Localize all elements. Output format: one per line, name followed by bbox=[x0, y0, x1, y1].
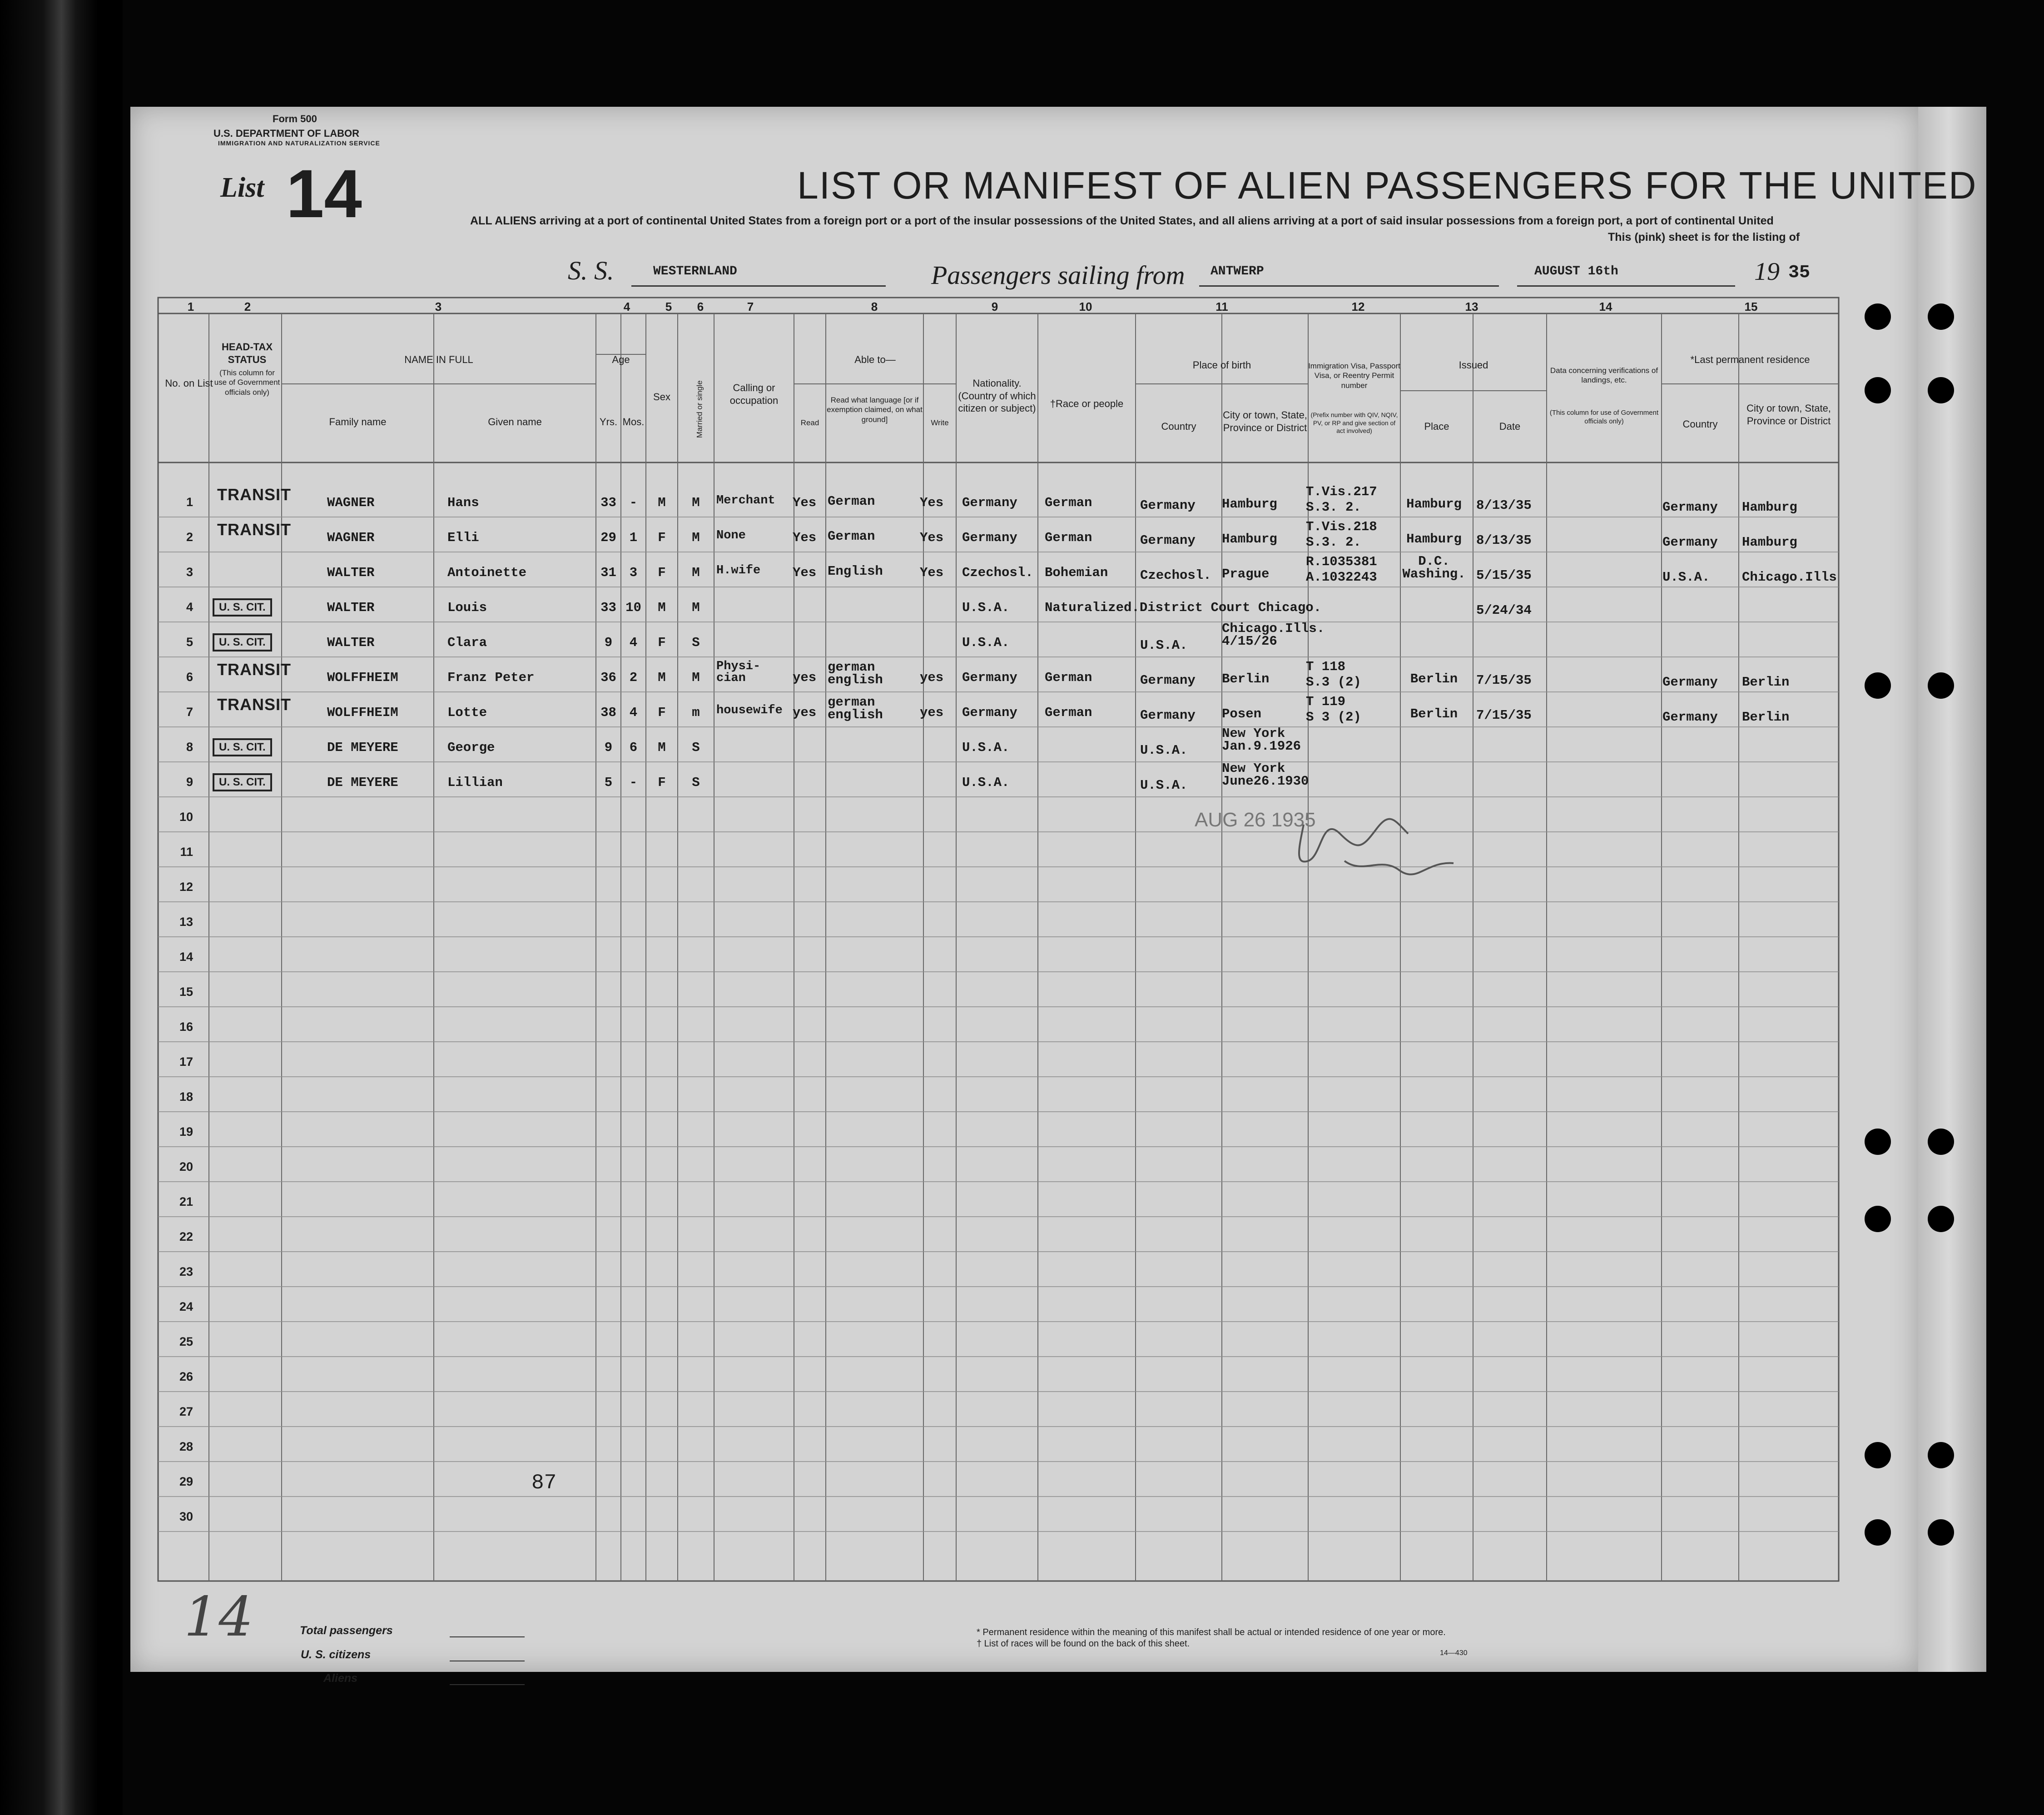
header-able-to: Able to— bbox=[854, 354, 896, 365]
sex: M bbox=[658, 600, 666, 615]
birth-city: Hamburg bbox=[1222, 497, 1277, 512]
given-name: George bbox=[447, 740, 495, 755]
transit-stamp: TRANSIT bbox=[217, 485, 291, 504]
issued-place: D.C. Washing. bbox=[1402, 554, 1466, 582]
header-nationality: Nationality. (Country of which citizen or subject) bbox=[958, 378, 1036, 414]
inspector-signature bbox=[1290, 806, 1481, 879]
age-months: 2 bbox=[629, 670, 638, 685]
age-months: 1 bbox=[629, 530, 638, 545]
given-name: Clara bbox=[447, 635, 487, 650]
col-number: 2 bbox=[244, 300, 251, 313]
visa-section: S.3. 2. bbox=[1306, 535, 1361, 550]
header-name-in-full: NAME IN FULL bbox=[404, 354, 473, 365]
year-written: 35 bbox=[1788, 263, 1811, 283]
us-citizen-stamp: U. S. CIT. bbox=[213, 773, 272, 791]
col-number: 10 bbox=[1079, 300, 1092, 313]
col-number: 6 bbox=[697, 300, 704, 313]
birth-country: Germany bbox=[1140, 533, 1196, 548]
header-last-residence: *Last permanent residence bbox=[1690, 354, 1810, 365]
family-name: DE MEYERE bbox=[327, 740, 398, 755]
family-name: WOLFFHEIM bbox=[327, 670, 398, 685]
ss-label: S. S. bbox=[568, 256, 614, 285]
binder-hole bbox=[1865, 1442, 1891, 1468]
nationality: Germany bbox=[962, 495, 1017, 510]
residence-city: Berlin bbox=[1742, 675, 1790, 690]
row-number: 2 bbox=[186, 530, 193, 544]
col-number: 7 bbox=[747, 300, 754, 313]
sailing-label: Passengers sailing from bbox=[931, 260, 1185, 290]
can-write: yes bbox=[920, 670, 944, 685]
issued-place: Hamburg bbox=[1406, 497, 1462, 512]
can-read: Yes bbox=[793, 530, 817, 545]
age-months: 10 bbox=[625, 600, 641, 615]
birth-country: Germany bbox=[1140, 673, 1196, 688]
birth-city: New York Jan.9.1926 bbox=[1222, 726, 1301, 754]
row-number: 5 bbox=[186, 635, 193, 649]
header-write: Write bbox=[931, 418, 949, 427]
row-number: 12 bbox=[179, 880, 193, 894]
bureau-label: IMMIGRATION AND NATURALIZATION SERVICE bbox=[218, 139, 380, 147]
language: german english bbox=[828, 660, 883, 687]
occupation: Merchant bbox=[716, 494, 775, 507]
header-family-name: Family name bbox=[329, 416, 387, 428]
can-read: Yes bbox=[793, 565, 817, 580]
nationality: Germany bbox=[962, 670, 1017, 685]
language: German bbox=[828, 529, 875, 544]
header-read-language: Read what language [or if exemption claimed, on what ground] bbox=[827, 396, 923, 424]
family-name: WOLFFHEIM bbox=[327, 705, 398, 720]
can-read: yes bbox=[793, 670, 817, 685]
header-no-on-list: No. on List bbox=[165, 378, 213, 389]
birth-city: Prague bbox=[1222, 567, 1270, 582]
row-number: 10 bbox=[179, 810, 193, 824]
marital-status: m bbox=[692, 705, 700, 720]
sex: M bbox=[658, 740, 666, 755]
nationality: Germany bbox=[962, 530, 1017, 545]
birth-city: Posen bbox=[1222, 706, 1262, 721]
age-years: 9 bbox=[604, 740, 613, 755]
family-name: WAGNER bbox=[327, 495, 375, 510]
row-number: 20 bbox=[179, 1160, 193, 1174]
given-name: Lotte bbox=[447, 705, 487, 720]
col-number: 14 bbox=[1599, 300, 1612, 313]
race: German bbox=[1045, 670, 1092, 685]
residence-city: Berlin bbox=[1742, 710, 1790, 725]
header-verification: Data concerning verifications of landings, etc. bbox=[1550, 366, 1658, 385]
race: German bbox=[1045, 705, 1092, 720]
visa-section: S.3 (2) bbox=[1306, 675, 1361, 690]
birth-country: U.S.A. bbox=[1140, 778, 1188, 793]
occupation: housewife bbox=[716, 704, 783, 717]
issued-date: 5/24/34 bbox=[1476, 603, 1532, 618]
total-passengers-label: Total passengers bbox=[300, 1624, 393, 1637]
sex: M bbox=[658, 495, 666, 510]
can-read: yes bbox=[793, 705, 817, 720]
header-mos: Mos. bbox=[622, 416, 645, 428]
col-number: 9 bbox=[991, 300, 998, 313]
birth-city: Berlin bbox=[1222, 671, 1270, 686]
can-write: Yes bbox=[920, 565, 944, 580]
header-sex: Sex bbox=[653, 391, 670, 403]
age-years: 5 bbox=[604, 775, 613, 790]
col-number: 1 bbox=[187, 300, 194, 313]
row-number: 14 bbox=[179, 950, 193, 964]
departure-port: ANTWERP bbox=[1211, 264, 1264, 278]
given-name: Elli bbox=[447, 530, 479, 545]
birth-city: Chicago.Ills. 4/15/26 bbox=[1222, 621, 1325, 649]
us-citizen-stamp: U. S. CIT. bbox=[213, 598, 272, 617]
birth-country: U.S.A. bbox=[1140, 638, 1188, 653]
binder-hole bbox=[1928, 303, 1954, 330]
footnote-races: † List of races will be found on the back of this sheet. bbox=[977, 1639, 1190, 1649]
sex: F bbox=[658, 565, 666, 580]
marital-status: M bbox=[692, 530, 700, 545]
header-race: †Race or people bbox=[1050, 398, 1124, 409]
language: English bbox=[828, 564, 883, 579]
header-calling: Calling or occupation bbox=[729, 382, 779, 406]
row-number: 27 bbox=[179, 1405, 193, 1418]
row-number: 9 bbox=[186, 775, 193, 789]
sex: F bbox=[658, 635, 666, 650]
residence-country: Germany bbox=[1662, 710, 1718, 725]
race: German bbox=[1045, 495, 1092, 510]
can-write: yes bbox=[920, 705, 944, 720]
row-number: 8 bbox=[186, 740, 193, 754]
age-years: 33 bbox=[600, 495, 616, 510]
age-months: - bbox=[629, 775, 638, 790]
marital-status: M bbox=[692, 600, 700, 615]
row-number: 1 bbox=[186, 495, 193, 509]
sex: M bbox=[658, 670, 666, 685]
sex: F bbox=[658, 705, 666, 720]
col-number: 12 bbox=[1351, 300, 1365, 313]
row-number: 11 bbox=[180, 845, 193, 859]
race: German bbox=[1045, 530, 1092, 545]
family-name: WALTER bbox=[327, 600, 375, 615]
age-months: 4 bbox=[629, 705, 638, 720]
age-months: 3 bbox=[629, 565, 638, 580]
header-married: Married or single bbox=[695, 380, 704, 438]
binder-hole bbox=[1865, 377, 1891, 403]
age-months: 4 bbox=[629, 635, 638, 650]
col-number: 11 bbox=[1215, 300, 1228, 313]
nationality: Germany bbox=[962, 705, 1017, 720]
issued-place: Berlin bbox=[1410, 706, 1458, 721]
birth-country: Germany bbox=[1140, 498, 1196, 513]
row-number: 24 bbox=[179, 1300, 193, 1313]
col-number: 8 bbox=[871, 300, 878, 313]
age-years: 31 bbox=[600, 565, 616, 580]
transit-stamp: TRANSIT bbox=[217, 660, 291, 679]
col-number: 15 bbox=[1744, 300, 1758, 313]
department-label: U.S. DEPARTMENT OF LABOR bbox=[213, 128, 360, 139]
us-citizens-label: U. S. citizens bbox=[301, 1648, 371, 1661]
visa-section: A.1032243 bbox=[1306, 570, 1377, 585]
birth-country: Czechosl. bbox=[1140, 568, 1211, 583]
header-issued-place: Place bbox=[1424, 421, 1449, 432]
age-months: - bbox=[629, 495, 638, 510]
footnote-residence: * Permanent residence within the meaning of this manifest shall be actual or intended residence of one year or more. bbox=[977, 1627, 1446, 1637]
issued-date: 8/13/35 bbox=[1476, 533, 1532, 548]
issued-date: 7/15/35 bbox=[1476, 708, 1532, 723]
nationality: U.S.A. bbox=[962, 635, 1010, 650]
can-read: Yes bbox=[793, 495, 817, 510]
row-number: 23 bbox=[179, 1265, 193, 1278]
sex: F bbox=[658, 530, 666, 545]
header-issued-date: Date bbox=[1499, 421, 1521, 432]
residence-city: Hamburg bbox=[1742, 500, 1797, 515]
page-mark: 87 bbox=[531, 1471, 557, 1495]
col-number: 13 bbox=[1465, 300, 1478, 313]
visa-section: S.3. 2. bbox=[1306, 500, 1361, 515]
residence-city: Chicago.Ills bbox=[1742, 570, 1837, 585]
col-number: 5 bbox=[665, 300, 672, 313]
sex: F bbox=[658, 775, 666, 790]
aliens-line bbox=[450, 1684, 525, 1685]
given-name: Franz Peter bbox=[447, 670, 535, 685]
header-visa: Immigration Visa, Passport Visa, or Reentry Permit number bbox=[1308, 362, 1400, 390]
birth-country: U.S.A. bbox=[1140, 743, 1188, 758]
row-number: 6 bbox=[186, 670, 193, 684]
nationality: Czechosl. bbox=[962, 565, 1033, 580]
binder-hole bbox=[1928, 672, 1954, 699]
header-birth-country: Country bbox=[1161, 421, 1196, 432]
year-printed: 19 bbox=[1754, 258, 1780, 286]
binder-hole bbox=[1928, 377, 1954, 403]
list-number: 14 bbox=[286, 155, 362, 232]
birth-country: Germany bbox=[1140, 708, 1196, 723]
header-head-tax: HEAD-TAX STATUS bbox=[221, 341, 273, 365]
row-number: 29 bbox=[179, 1475, 193, 1488]
transit-stamp: TRANSIT bbox=[217, 520, 291, 539]
departure-date: AUGUST 16th bbox=[1534, 264, 1618, 278]
us-citizen-stamp: U. S. CIT. bbox=[213, 738, 272, 756]
marital-status: M bbox=[692, 565, 700, 580]
visa-number: R.1035381 bbox=[1306, 554, 1377, 569]
header-verification-note: (This column for use of Government officials only) bbox=[1549, 409, 1659, 425]
header-age: Age bbox=[612, 354, 630, 365]
manifest-subtitle-2: This (pink) sheet is for the listing of bbox=[1608, 231, 1800, 244]
nationality: U.S.A. bbox=[962, 740, 1010, 755]
header-given-name: Given name bbox=[488, 416, 542, 428]
marital-status: S bbox=[692, 635, 700, 650]
binder-hole bbox=[1928, 1442, 1954, 1468]
row-number: 13 bbox=[179, 915, 193, 929]
row-number: 22 bbox=[179, 1230, 193, 1243]
age-years: 36 bbox=[600, 670, 616, 685]
form-code: 14—430 bbox=[1440, 1649, 1468, 1657]
row-number: 15 bbox=[179, 985, 193, 999]
issued-place: Hamburg bbox=[1406, 532, 1462, 547]
residence-country: Germany bbox=[1662, 535, 1718, 550]
language: German bbox=[828, 494, 875, 509]
issued-place: Berlin bbox=[1410, 671, 1458, 686]
can-write: Yes bbox=[920, 495, 944, 510]
binder-hole bbox=[1865, 1129, 1891, 1155]
arrival-date-stamp: AUG 26 1935 bbox=[1195, 809, 1316, 831]
family-name: WALTER bbox=[327, 565, 375, 580]
marital-status: S bbox=[692, 775, 700, 790]
row-number: 19 bbox=[179, 1125, 193, 1139]
birth-city: New York June26.1930 bbox=[1222, 761, 1309, 789]
us-citizen-stamp: U. S. CIT. bbox=[213, 633, 272, 651]
binder-hole bbox=[1865, 1206, 1891, 1232]
header-read: Read bbox=[800, 418, 819, 427]
aliens-label: Aliens bbox=[323, 1672, 358, 1685]
age-years: 29 bbox=[600, 530, 616, 545]
total-passengers-line bbox=[450, 1636, 525, 1637]
family-name: DE MEYERE bbox=[327, 775, 398, 790]
marital-status: S bbox=[692, 740, 700, 755]
occupation: H.wife bbox=[716, 564, 761, 577]
header-yrs: Yrs. bbox=[599, 416, 618, 428]
list-label: List bbox=[220, 172, 264, 203]
given-name: Hans bbox=[447, 495, 479, 510]
row-number: 30 bbox=[179, 1510, 193, 1523]
race: Bohemian bbox=[1045, 565, 1108, 580]
manifest-title: LIST OR MANIFEST OF ALIEN PASSENGERS FOR THE UNITED bbox=[797, 164, 1977, 207]
form-number: Form 500 bbox=[273, 113, 317, 124]
issued-date: 8/13/35 bbox=[1476, 498, 1532, 513]
residence-country: U.S.A. bbox=[1662, 570, 1710, 585]
family-name: WAGNER bbox=[327, 530, 375, 545]
margin-mark: 14 bbox=[184, 1586, 253, 1649]
given-name: Antoinette bbox=[447, 565, 527, 580]
col-number: 4 bbox=[623, 300, 630, 313]
nationality: U.S.A. bbox=[962, 600, 1010, 615]
header-issued: Issued bbox=[1459, 359, 1488, 371]
row-number: 4 bbox=[186, 600, 193, 614]
row-number: 16 bbox=[179, 1020, 193, 1034]
marital-status: M bbox=[692, 670, 700, 685]
can-write: Yes bbox=[920, 530, 944, 545]
binder-hole bbox=[1928, 1519, 1954, 1546]
given-name: Louis bbox=[447, 600, 487, 615]
issued-date: 5/15/35 bbox=[1476, 568, 1532, 583]
transit-stamp: TRANSIT bbox=[217, 695, 291, 714]
age-years: 38 bbox=[600, 705, 616, 720]
given-name: Lillian bbox=[447, 775, 503, 790]
visa-number: T 118 bbox=[1306, 659, 1346, 674]
visa-section: S 3 (2) bbox=[1306, 710, 1361, 725]
header-res-city: City or town, State, Province or District bbox=[1746, 403, 1831, 427]
binder-hole bbox=[1865, 672, 1891, 699]
header-head-tax-note: (This column for use of Government officials only) bbox=[214, 368, 280, 397]
visa-number: T.Vis.218 bbox=[1306, 519, 1377, 534]
binder-hole bbox=[1928, 1206, 1954, 1232]
residence-city: Hamburg bbox=[1742, 535, 1797, 550]
row-number: 21 bbox=[179, 1195, 193, 1208]
age-years: 33 bbox=[600, 600, 616, 615]
marital-status: M bbox=[692, 495, 700, 510]
birth-city: Hamburg bbox=[1222, 532, 1277, 547]
row-number: 25 bbox=[179, 1335, 193, 1348]
row-number: 26 bbox=[179, 1370, 193, 1383]
residence-country: Germany bbox=[1662, 500, 1718, 515]
residence-country: Germany bbox=[1662, 675, 1718, 690]
age-years: 9 bbox=[604, 635, 613, 650]
header-birth-city: City or town, State, Province or District bbox=[1223, 409, 1307, 433]
age-months: 6 bbox=[629, 740, 638, 755]
binder-hole bbox=[1865, 1519, 1891, 1546]
issued-date: 7/15/35 bbox=[1476, 673, 1532, 688]
ship-name: WESTERNLAND bbox=[653, 264, 737, 278]
col-number: 3 bbox=[435, 300, 442, 313]
row-number: 7 bbox=[186, 705, 193, 719]
manifest-subtitle: ALL ALIENS arriving at a port of continental United States from a foreign port or a port of the insular possessions of the United States, and all aliens arriving at a port of said insular possessions from a foreign port, a port of continental United bbox=[470, 214, 1774, 227]
occupation: None bbox=[716, 529, 746, 542]
visa-number: T.Vis.217 bbox=[1306, 484, 1377, 499]
visa-number: T 119 bbox=[1306, 694, 1346, 709]
header-place-of-birth: Place of birth bbox=[1192, 359, 1251, 371]
header-res-country: Country bbox=[1682, 418, 1718, 430]
family-name: WALTER bbox=[327, 635, 375, 650]
language: german english bbox=[828, 695, 883, 722]
nationality: U.S.A. bbox=[962, 775, 1010, 790]
race: Naturalized.District Court Chicago. bbox=[1045, 600, 1322, 615]
binder-hole bbox=[1928, 1129, 1954, 1155]
row-number: 18 bbox=[179, 1090, 193, 1104]
row-number: 3 bbox=[186, 565, 193, 579]
row-number: 28 bbox=[179, 1440, 193, 1453]
row-number: 17 bbox=[179, 1055, 193, 1069]
occupation: Physi- cian bbox=[716, 660, 761, 685]
header-visa-note: (Prefix number with QIV, NQIV, PV, or RP and give section of act involved) bbox=[1310, 411, 1398, 434]
binder-hole bbox=[1865, 303, 1891, 330]
